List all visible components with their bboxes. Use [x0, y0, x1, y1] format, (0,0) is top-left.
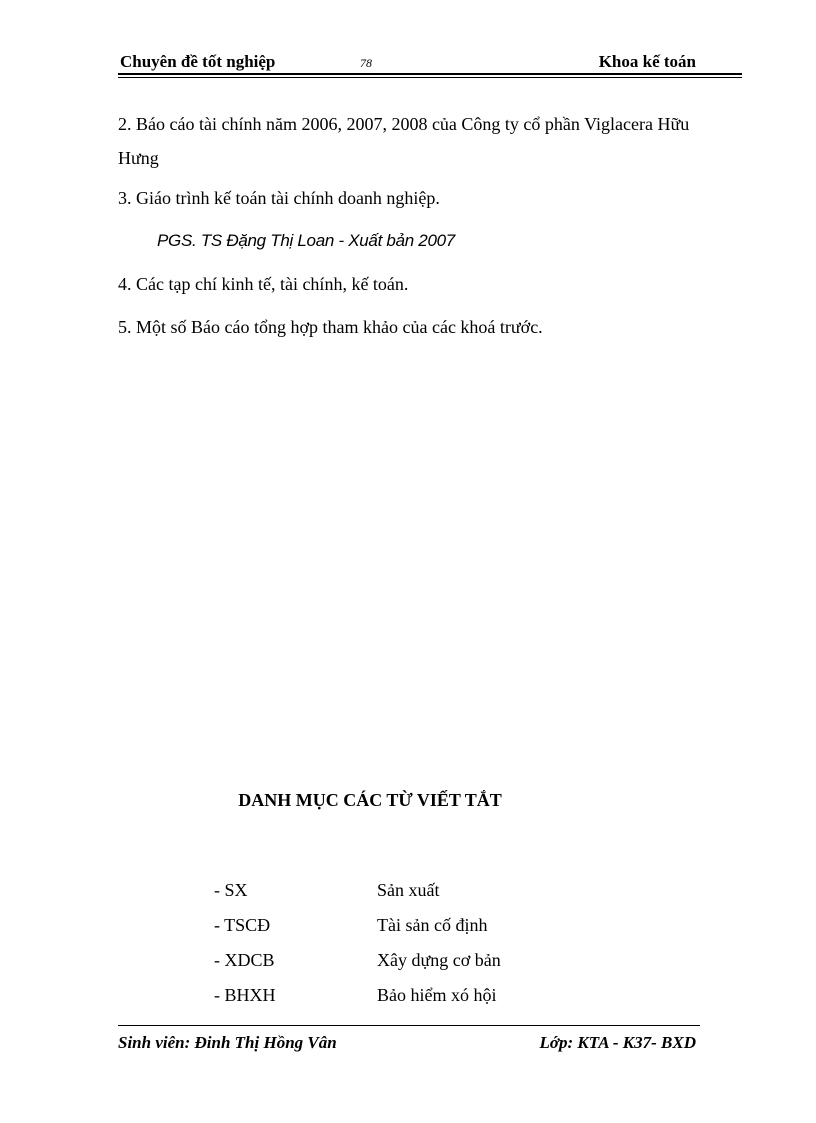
abbreviation-row [214, 908, 614, 943]
reference-item-3-author: PGS. TS Đặng Thị Loan - Xuất bản 2007 [157, 231, 455, 250]
abbreviation-code: - XDCB [214, 950, 275, 970]
abbreviations-title: DANH MỤC CÁC TỪ VIẾT TẮT [238, 790, 502, 810]
abbreviation-code: - BHXH [214, 985, 276, 1005]
reference-item-3: 3. Giáo trình kế toán tài chính doanh nghiệp. [118, 188, 440, 208]
abbreviation-code: - TSCĐ [214, 915, 271, 935]
reference-item-2: 2. Báo cáo tài chính năm 2006, 2007, 2008 của Công ty cổ phần Viglacera Hữu Hưng [118, 114, 690, 168]
abbreviation-meaning: Tài sản cố định [377, 915, 488, 935]
abbreviation-row [214, 978, 614, 1013]
abbreviation-meaning: Sản xuất [377, 880, 440, 900]
page-number: 78 [360, 56, 372, 70]
abbreviation-meaning: Bảo hiểm xó hội [377, 985, 497, 1005]
abbreviation-meaning: Xây dựng cơ bản [377, 950, 501, 970]
footer-student-name: Sinh viên: Đinh Thị Hồng Vân [118, 1033, 337, 1052]
header-department: Khoa kế toán [598, 52, 696, 71]
reference-item-4: 4. Các tạp chí kinh tế, tài chính, kế toán. [118, 274, 409, 294]
footer-rule [118, 1025, 700, 1026]
header-rule-thick [118, 73, 742, 75]
header-rule-thin [118, 77, 742, 78]
abbreviations-list [214, 873, 614, 1013]
footer-class: Lớp: KTA - K37- BXD [539, 1033, 696, 1052]
abbreviation-row [214, 873, 614, 908]
abbreviation-code: - SX [214, 880, 248, 900]
header-title: Chuyên đề tốt nghiệp [120, 52, 276, 71]
reference-item-5: 5. Một số Báo cáo tổng hợp tham khảo của các khoá trước. [118, 317, 543, 337]
abbreviation-row [214, 943, 614, 978]
page-header [118, 50, 742, 74]
